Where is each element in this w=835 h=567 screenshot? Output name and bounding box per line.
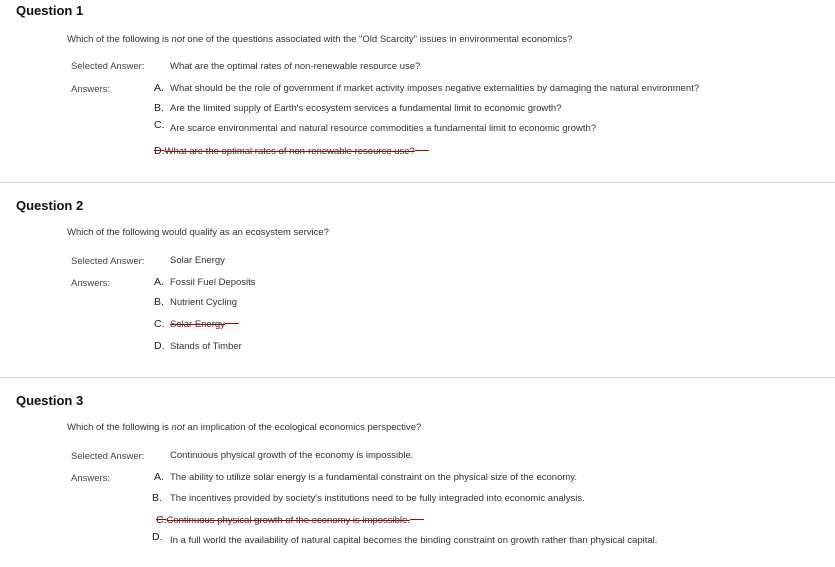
question-text-emphasis: not [171,34,185,45]
answer-choice-a [154,82,699,94]
choice-letter: B. [152,492,162,504]
answer-choice-d-correct [154,145,429,157]
answer-choice-b [152,492,585,504]
question-divider [0,377,835,378]
question-text [67,34,572,45]
strike-line [415,150,429,151]
selected-answer: Solar Energy [170,255,225,266]
choice-letter: C. [154,318,165,330]
answer-choice-b [154,102,562,114]
answer-choice-b [154,296,237,308]
selected-answer-label: Selected Answer: [71,451,145,462]
choice-text: What are the optimal rates of non-renewable resource use? [164,146,415,157]
choice-text: The ability to utilize solar energy is a fundamental constraint on the physical size of the economy. [170,472,577,483]
choice-letter: A. [154,471,164,483]
answers-label: Answers: [71,84,111,95]
question-title: Question 2 [16,198,84,213]
choice-text: In a full world the availability of natural capital becomes the binding constraint on growth rather than physical capital. [170,535,658,546]
choice-letter: A. [154,82,164,94]
question-text [67,422,421,433]
strike-line [225,323,239,324]
choice-text: Nutrient Cycling [170,297,238,308]
choice-letter: D. [152,531,163,543]
question-text-emphasis: not [171,422,185,433]
choice-text: Stands of Timber [170,341,242,352]
choice-text: The incentives provided by society's institutions need to be fully integraded into economic analysis. [170,493,585,504]
choice-text: Are scarce environmental and natural resource commodities a fundamental limit to economic growth? [170,123,597,134]
answer-choice-d [154,340,242,352]
choice-letter: C. [154,119,165,131]
choice-letter: B. [154,296,164,308]
question-text-part: an implication of the ecological economics perspective? [184,422,422,433]
selected-answer-label: Selected Answer: [71,256,145,267]
answer-choice-a [154,471,577,483]
choice-text: Are the limited supply of Earth's ecosystem services a fundamental limit to economic growth? [170,103,562,114]
choice-text: Solar Energy [170,319,225,330]
choice-letter: B. [154,102,164,114]
choice-text: What should be the role of government if market activity imposes negative externalities by damaging the natural environment? [170,83,700,94]
answer-choice-c-correct [154,318,239,330]
answers-label: Answers: [71,278,111,289]
question-divider [0,182,835,183]
choice-letter: D. [154,340,165,352]
question-text-part: one of the questions associated with the "Old Scarcity" issues in environmental economics? [184,34,573,45]
answer-choice-a [154,276,256,288]
question-title: Question 1 [16,3,84,18]
selected-answer: Continuous physical growth of the economy is impossible. [170,450,414,461]
selected-answer: What are the optimal rates of non-renewable resource use? [170,61,421,72]
answers-label: Answers: [71,473,111,484]
choice-letter: A. [154,276,164,288]
question-text-part: Which of the following is [67,34,172,45]
choice-text: Fossil Fuel Deposits [170,277,256,288]
answer-choice-c-correct [156,514,424,526]
selected-answer-label: Selected Answer: [71,61,145,72]
question-text [67,227,329,238]
question-text-part: Which of the following is [67,422,172,433]
choice-letter: D. [154,145,165,157]
question-text-part: Which of the following would qualify as an ecosystem service? [67,227,329,238]
choice-text: Continuous physical growth of the economy is impossible. [166,515,410,526]
answer-choice-c [154,119,597,134]
answer-choice-d [152,531,658,546]
question-title: Question 3 [16,393,84,408]
choice-letter: C. [156,514,167,526]
strike-line [410,519,424,520]
